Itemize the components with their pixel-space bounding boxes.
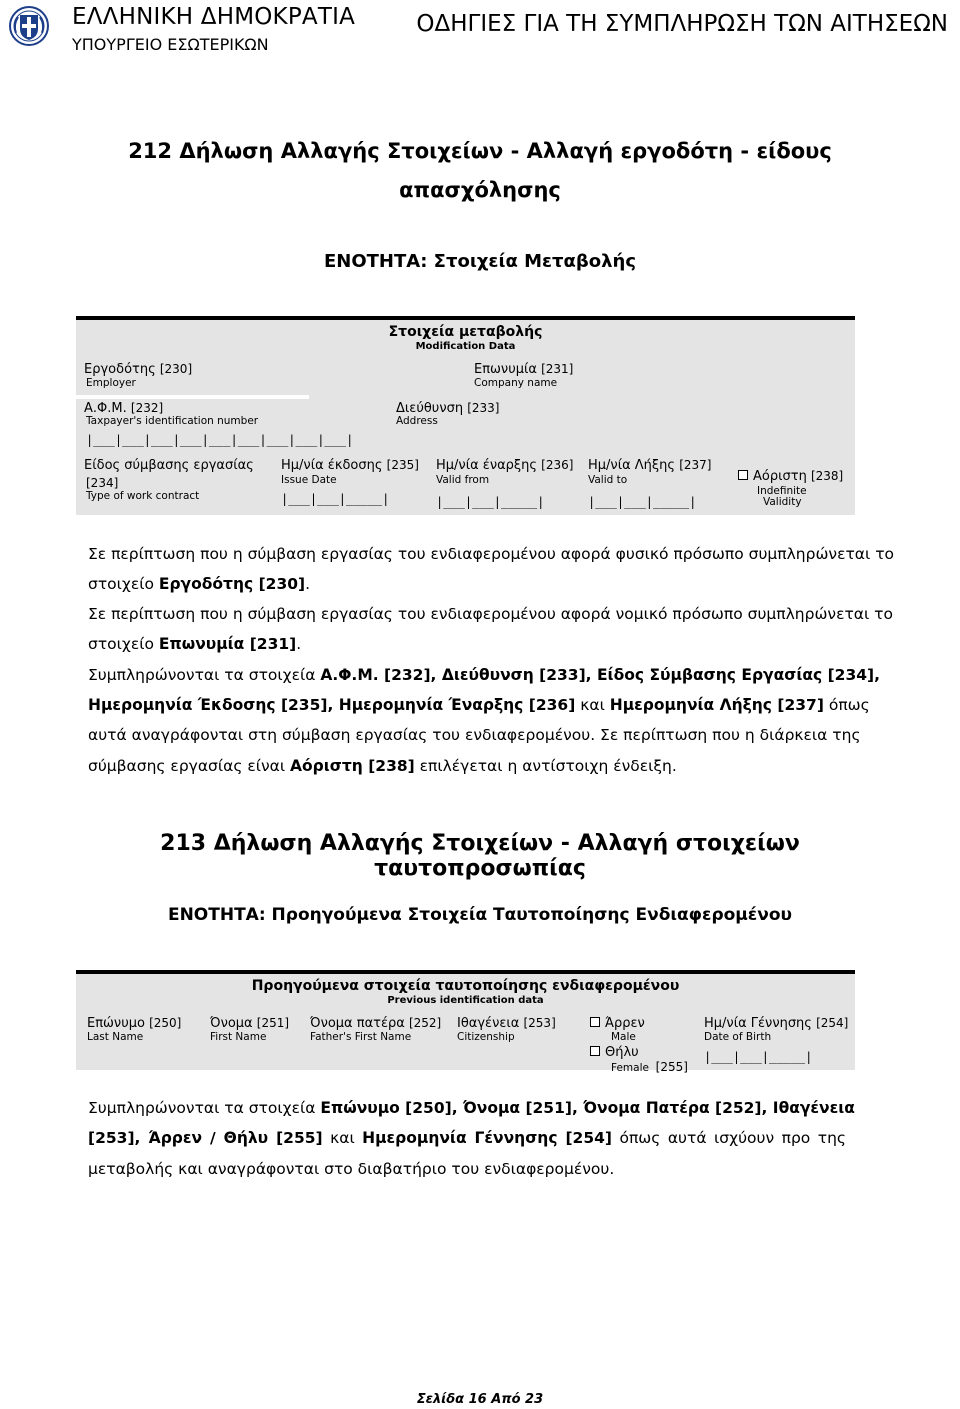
p2-bold: Επωνυμία [231] xyxy=(158,635,297,653)
lastname-field[interactable] xyxy=(87,1016,181,1031)
company-label: Επωνυμία xyxy=(474,362,537,377)
p3-line1 xyxy=(88,666,881,684)
start-date-boxes[interactable]: |___|___|_____| xyxy=(436,495,545,509)
p4-l2-text: και xyxy=(322,1129,363,1147)
issue-date-boxes[interactable]: |___|___|_____| xyxy=(281,492,390,506)
p4-line2 xyxy=(88,1129,846,1147)
p3-l1-text: Συμπληρώνονται τα στοιχεία xyxy=(88,666,321,684)
citizenship-code: [253] xyxy=(523,1016,556,1030)
p4-l1-text: Συμπληρώνονται τα στοιχεία xyxy=(88,1099,321,1117)
header-ministry: ΥΠΟΥΡΓΕΙΟ ΕΣΩΤΕΡΙΚΩΝ xyxy=(72,35,269,54)
female-label: Θήλυ xyxy=(605,1045,639,1060)
indefinite-checkbox[interactable] xyxy=(738,469,843,484)
indefinite-code: [238] xyxy=(810,469,844,483)
employer-label-en: Employer xyxy=(86,377,136,389)
p3-l4-text: σύμβασης εργασίας είναι xyxy=(88,757,291,775)
contract-type-label: Είδος σύμβασης εργασίας xyxy=(84,458,254,473)
afm-label: Α.Φ.Μ. xyxy=(84,401,127,416)
issue-date-label: Ημ/νία έκδοσης xyxy=(281,458,383,473)
p3-l2-text: και xyxy=(575,696,610,714)
section-213-title: 213 Δήλωση Αλλαγής Στοιχείων - Αλλαγή στοιχείων ταυτοπροσωπίας xyxy=(160,831,800,881)
form-213-title: Προηγούμενα στοιχεία ταυτοποίησης ενδιαφερομένου xyxy=(251,978,680,994)
p4-line3: μεταβολής και αναγράφονται στο διαβατήριο του ενδιαφερομένου. xyxy=(88,1160,615,1178)
father-name-field[interactable] xyxy=(310,1016,441,1031)
father-name-code: [252] xyxy=(408,1016,442,1030)
issue-date-field[interactable] xyxy=(281,458,419,473)
greek-emblem-icon xyxy=(8,5,50,47)
lastname-label: Επώνυμο xyxy=(87,1016,145,1031)
contract-type-label-en: Type of work contract xyxy=(86,490,200,502)
page-number: Σελίδα 16 Από 23 xyxy=(416,1392,544,1407)
p3-l2-bold1: Ημερομηνία Έκδοσης [235], Ημερομηνία Έναρξης [236] xyxy=(88,696,576,714)
afm-code: [232] xyxy=(130,401,164,415)
p1-bold: Εργοδότης [230] xyxy=(158,575,306,593)
indefinite-label-en2: Validity xyxy=(763,496,802,508)
contract-type-code: [234] xyxy=(86,476,119,490)
p3-line3: αυτά αναγράφονται στη σύμβαση εργασίας του ενδιαφερομένου. Σε περίπτωση που η διάρκεια της xyxy=(88,726,861,744)
p4-line1 xyxy=(88,1099,855,1117)
p2-line2 xyxy=(88,635,301,653)
p2-end: . xyxy=(296,635,302,653)
p3-l2-end: όπως xyxy=(823,696,870,714)
header-country: ΕΛΛΗΝΙΚΗ ΔΗΜΟΚΡΑΤΙΑ xyxy=(72,4,356,30)
female-checkbox[interactable] xyxy=(590,1045,639,1060)
p3-l4-end: επιλέγεται η αντίστοιχη ένδειξη. xyxy=(414,757,677,775)
employer-code: [230] xyxy=(159,362,193,376)
p1-line2 xyxy=(88,575,310,593)
issue-date-label-en: Issue Date xyxy=(281,474,337,486)
dob-code: [254] xyxy=(816,1016,849,1030)
lastname-label-en: Last Name xyxy=(87,1031,144,1043)
dob-field[interactable] xyxy=(704,1016,848,1031)
p3-line4 xyxy=(88,757,677,775)
dob-boxes[interactable]: |___|___|_____| xyxy=(704,1050,813,1064)
p1-end: . xyxy=(305,575,311,593)
afm-digit-boxes[interactable]: |___|___|___|___|___|___|___|___|___| xyxy=(86,433,354,447)
afm-label-en: Taxpayer's identification number xyxy=(86,415,259,427)
section-213-subsection: ΕΝΟΤΗΤΑ: Προηγούμενα Στοιχεία Ταυτοποίησης Ενδιαφερομένου xyxy=(167,905,793,925)
end-date-label: Ημ/νία Λήξης xyxy=(588,458,676,473)
firstname-label-en: First Name xyxy=(210,1031,267,1043)
firstname-code: [251] xyxy=(256,1016,290,1030)
p3-line2 xyxy=(88,696,870,714)
address-label-en: Address xyxy=(396,415,438,427)
dob-label-en: Date of Birth xyxy=(704,1031,772,1043)
p3-l4-bold: Αόριστη [238] xyxy=(290,757,415,775)
company-name-field[interactable] xyxy=(474,362,573,377)
end-date-boxes[interactable]: |___|___|_____| xyxy=(588,495,697,509)
p4-l1-bold: Επώνυμο [250], Όνομα [251], Όνομα Πατέρα [252], Ιθαγένεια xyxy=(320,1099,855,1117)
form-title-en: Modification Data xyxy=(415,341,516,352)
male-label: Άρρεν xyxy=(605,1016,645,1031)
female-en: Female xyxy=(611,1062,649,1074)
start-date-code: [236] xyxy=(541,458,574,472)
male-checkbox[interactable] xyxy=(590,1016,645,1031)
header-document-title: ΟΔΗΓΙΕΣ ΓΙΑ ΤΗ ΣΥΜΠΛΗΡΩΣΗ ΤΩΝ ΑΙΤΗΣΕΩΝ xyxy=(416,11,948,37)
lastname-code: [250] xyxy=(149,1016,182,1030)
dob-label: Ημ/νία Γέννησης xyxy=(704,1016,812,1031)
company-code: [231] xyxy=(541,362,574,376)
issue-date-code: [235] xyxy=(386,458,419,472)
end-date-code: [237] xyxy=(679,458,712,472)
indefinite-label-en1: Indefinite xyxy=(757,485,807,497)
female-label-en xyxy=(611,1060,688,1074)
employer-label: Εργοδότης xyxy=(84,362,156,377)
start-date-label-en: Valid from xyxy=(436,474,490,486)
form-title: Στοιχεία μεταβολής xyxy=(388,324,543,340)
p4-l2-bold1: [253], Άρρεν / Θήλυ [255] xyxy=(88,1129,323,1147)
firstname-field[interactable] xyxy=(210,1016,289,1031)
row-divider xyxy=(76,395,309,399)
start-date-field[interactable] xyxy=(436,458,573,473)
firstname-label: Όνομα xyxy=(210,1016,253,1031)
afm-field[interactable] xyxy=(84,401,163,416)
section-212-title-line2: απασχόλησης xyxy=(399,178,561,202)
p3-l1-bold: Α.Φ.Μ. [232], Διεύθυνση [233], Είδος Σύμβασης Εργασίας [234], xyxy=(320,666,881,684)
checkbox-icon xyxy=(738,470,748,480)
end-date-field[interactable] xyxy=(588,458,711,473)
section-212-subsection: ΕΝΟΤΗΤΑ: Στοιχεία Μεταβολής xyxy=(323,251,637,272)
father-name-label-en: Father's First Name xyxy=(310,1031,412,1043)
p2-text: στοιχείο xyxy=(88,635,159,653)
citizenship-field[interactable] xyxy=(457,1016,556,1031)
p4-l2-end: όπως αυτά ισχύουν προ της xyxy=(611,1129,847,1147)
address-field[interactable] xyxy=(396,401,499,416)
previous-identification-form xyxy=(76,970,855,1074)
citizenship-label: Ιθαγένεια xyxy=(457,1016,520,1031)
checkbox-icon xyxy=(590,1046,600,1056)
male-label-en: Male xyxy=(611,1031,636,1043)
company-label-en: Company name xyxy=(474,377,558,389)
address-code: [233] xyxy=(467,401,500,415)
form-213-title-en: Previous identification data xyxy=(387,995,544,1006)
checkbox-icon xyxy=(590,1017,600,1027)
p1-line1: Σε περίπτωση που η σύμβαση εργασίας του ενδιαφερομένου αφορά φυσικό πρόσωπο συμπληρώνεται το xyxy=(88,545,895,563)
end-date-label-en: Valid to xyxy=(588,474,628,486)
start-date-label: Ημ/νία έναρξης xyxy=(436,458,538,473)
father-name-label: Όνομα πατέρα xyxy=(310,1016,405,1031)
p1-text: στοιχείο xyxy=(88,575,159,593)
address-label: Διεύθυνση xyxy=(396,401,464,416)
modification-data-form xyxy=(76,316,855,515)
p3-l2-bold2: Ημερομηνία Λήξης [237] xyxy=(609,696,824,714)
gender-code: [255] xyxy=(655,1060,688,1074)
p2-line1: Σε περίπτωση που η σύμβαση εργασίας του ενδιαφερομένου αφορά νομικό πρόσωπο συμπληρώνεται το xyxy=(88,605,893,623)
p4-l2-bold2: Ημερομηνία Γέννησης [254] xyxy=(362,1129,612,1147)
employer-field[interactable] xyxy=(84,362,192,377)
citizenship-label-en: Citizenship xyxy=(457,1031,515,1043)
section-212-title-line1: 212 Δήλωση Αλλαγής Στοιχείων - Αλλαγή εργοδότη - είδους xyxy=(128,139,832,163)
indefinite-label: Αόριστη xyxy=(753,469,807,484)
